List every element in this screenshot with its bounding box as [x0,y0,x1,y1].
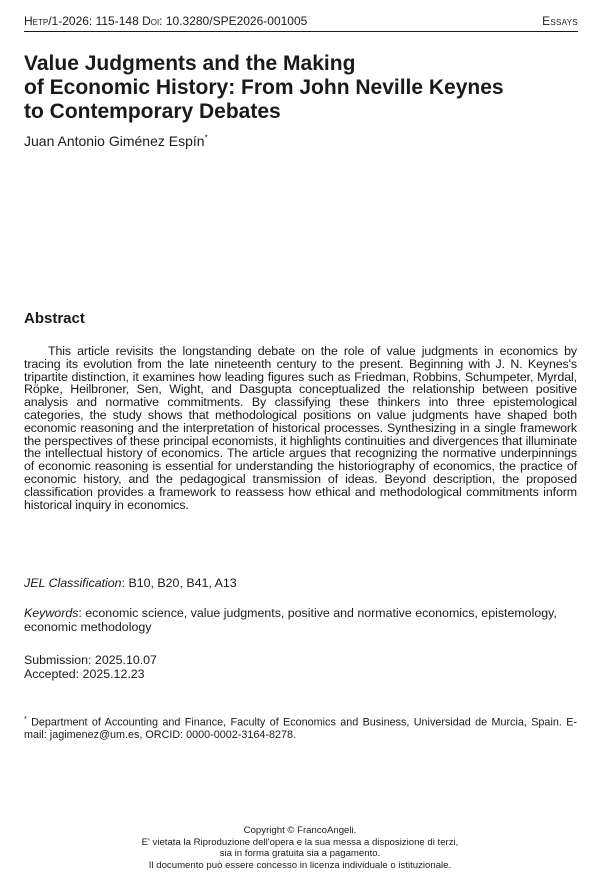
abstract-text: This article revisits the longstanding debate on the role of value judgments in economics by tracing its evolution from the late nineteenth century to the present. Beginning with J. N. Keynes's tripartite distinction, it examines how leading figures such as Friedman, Robbins, Schumpeter, Myrdal, Röpke, Heilbroner, Sen, Wight, and Dasgupta conceptualized the relationship between positive analysis and normative commitments. By classifying these thinkers into three epistemological categories, the study shows that methodological positions on value judgments have shaped both economic reasoning and the interpretation of historical processes. Synthesizing in a single framework the perspectives of these principal economists, it highlights continuities and divergences that illuminate the intellectual history of economics. The article argues that recognizing the normative underpinnings of economic reasoning is essential for understanding the historiography of economics, the practice of economic history, and the pedagogical transmission of ideas. Beyond description, the proposed classification provides a framework to reassess how ethical and methodological commitments inform historical inquiry in economics. [24,344,577,512]
journal-reference: Hetp/1-2026: 115-148 Doi: 10.3280/SPE2026-001005 [24,14,308,28]
keywords-label: Keywords [24,606,79,620]
author-affiliation-footnote [24,714,577,742]
author-name: Juan Antonio Giménez Espín [24,133,205,149]
copyright-line: Copyright © FrancoAngeli. [243,825,357,836]
author-line [24,133,208,149]
keywords [24,607,577,634]
title-line: Value Judgments and the Making [24,52,356,75]
accepted-date: Accepted: 2025.12.23 [24,667,145,681]
jel-label: JEL Classification [24,576,122,590]
article-title [24,52,584,124]
author-footnote-marker: * [204,133,208,143]
copyright-notice [0,825,600,871]
submission-date: Submission: 2025.10.07 [24,653,157,667]
running-header [24,14,578,32]
footnote-marker: * [24,716,27,723]
section-label: Essays [542,14,578,28]
title-line: to Contemporary Debates [24,100,281,123]
keywords-list: : economic science, value judgments, positive and normative economics, epistemology, economic methodology [24,606,557,634]
title-line: of Economic History: From John Neville Keynes [24,76,504,99]
copyright-line: sia in forma gratuita sia a pagamento. [219,848,381,859]
footnote-text: Department of Accounting and Finance, Faculty of Economics and Business, Universidad de Murcia, Spain. E-mail: jagimenez@um.es, ORCID: 0000-0002-3164-8278. [24,716,577,742]
copyright-line: Il documento può essere concesso in licenza individuale o istituzionale. [148,859,452,871]
jel-classification [24,577,577,591]
copyright-line: E' vietata la Riproduzione dell'opera e la sua messa a disposizione di terzi, [141,836,459,848]
jel-codes: : B10, B20, B41, A13 [121,576,237,590]
abstract-heading: Abstract [24,310,85,327]
